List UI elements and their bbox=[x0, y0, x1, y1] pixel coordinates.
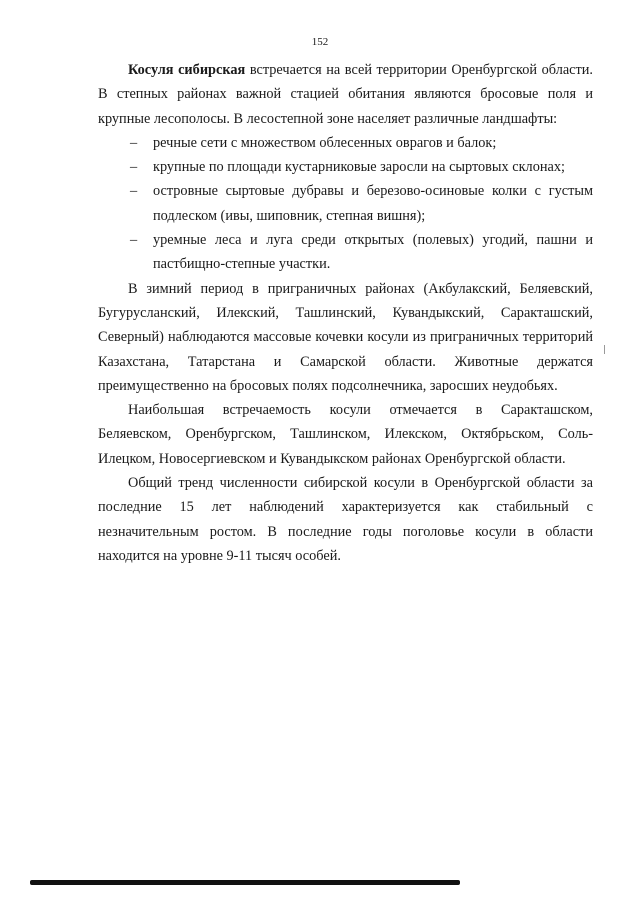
list-item-text: островные сыртовые дубравы и березово-осиновые колки с густым подлеском (ивы, шиповник, степная вишня); bbox=[153, 183, 593, 224]
page-body bbox=[98, 58, 593, 568]
habitat-list bbox=[98, 131, 593, 277]
list-item bbox=[98, 228, 593, 277]
species-name: Косуля сибирская bbox=[128, 62, 246, 78]
scan-speck bbox=[604, 345, 605, 354]
list-item bbox=[98, 155, 593, 179]
list-dash: – bbox=[130, 159, 138, 176]
page-number: 152 bbox=[311, 36, 329, 48]
paragraph-intro-text: встречается на всей территории Оренбургской области. В степных районах важной стацией обитания являются бросовые поля и крупные лесополосы. В лесостепной зоне населяет различные ландшафты: bbox=[98, 62, 593, 127]
list-item-text: крупные по площади кустарниковые заросли на сыртовых склонах; bbox=[153, 159, 565, 176]
list-dash: – bbox=[130, 134, 138, 151]
list-item bbox=[98, 179, 593, 228]
paragraph-occurrence: Наибольшая встречаемость косули отмечается в Саракташском, Беляевском, Оренбургском, Ташлинском, Илекском, Октябрьском, Соль-Илецком, Новосергиевском и Кувандыкском районах Оренбургской области. bbox=[98, 402, 593, 467]
list-item-text: речные сети с множеством облесенных оврагов и балок; bbox=[153, 134, 497, 151]
paragraph-intro bbox=[98, 58, 593, 131]
list-dash: – bbox=[130, 232, 138, 249]
paragraph-population-trend: Общий тренд численности сибирской косули в Оренбургской области за последние 15 лет наблюдений характеризуется как стабильный с незначительным ростом. В последние годы поголовье косули в области находится на уровне 9-11 тысяч особей. bbox=[98, 475, 593, 564]
list-item bbox=[98, 131, 593, 155]
paragraph-winter-migration: В зимний период в приграничных районах (Акбулакский, Беляевский, Бугурусланский, Илекский, Ташлинский, Кувандыкский, Саракташский, Северный) наблюдаются массовые кочевки косули из приграничных территорий Казахстана, Татарстана и Самарской области. Животные держатся преимущественно на бросовых полях подсолнечника, заросших неудобьях. bbox=[98, 280, 593, 394]
list-item-text: уремные леса и луга среди открытых (полевых) угодий, пашни и пастбищно-степные участки. bbox=[153, 232, 593, 273]
list-dash: – bbox=[130, 183, 138, 200]
bottom-rule bbox=[30, 880, 460, 885]
